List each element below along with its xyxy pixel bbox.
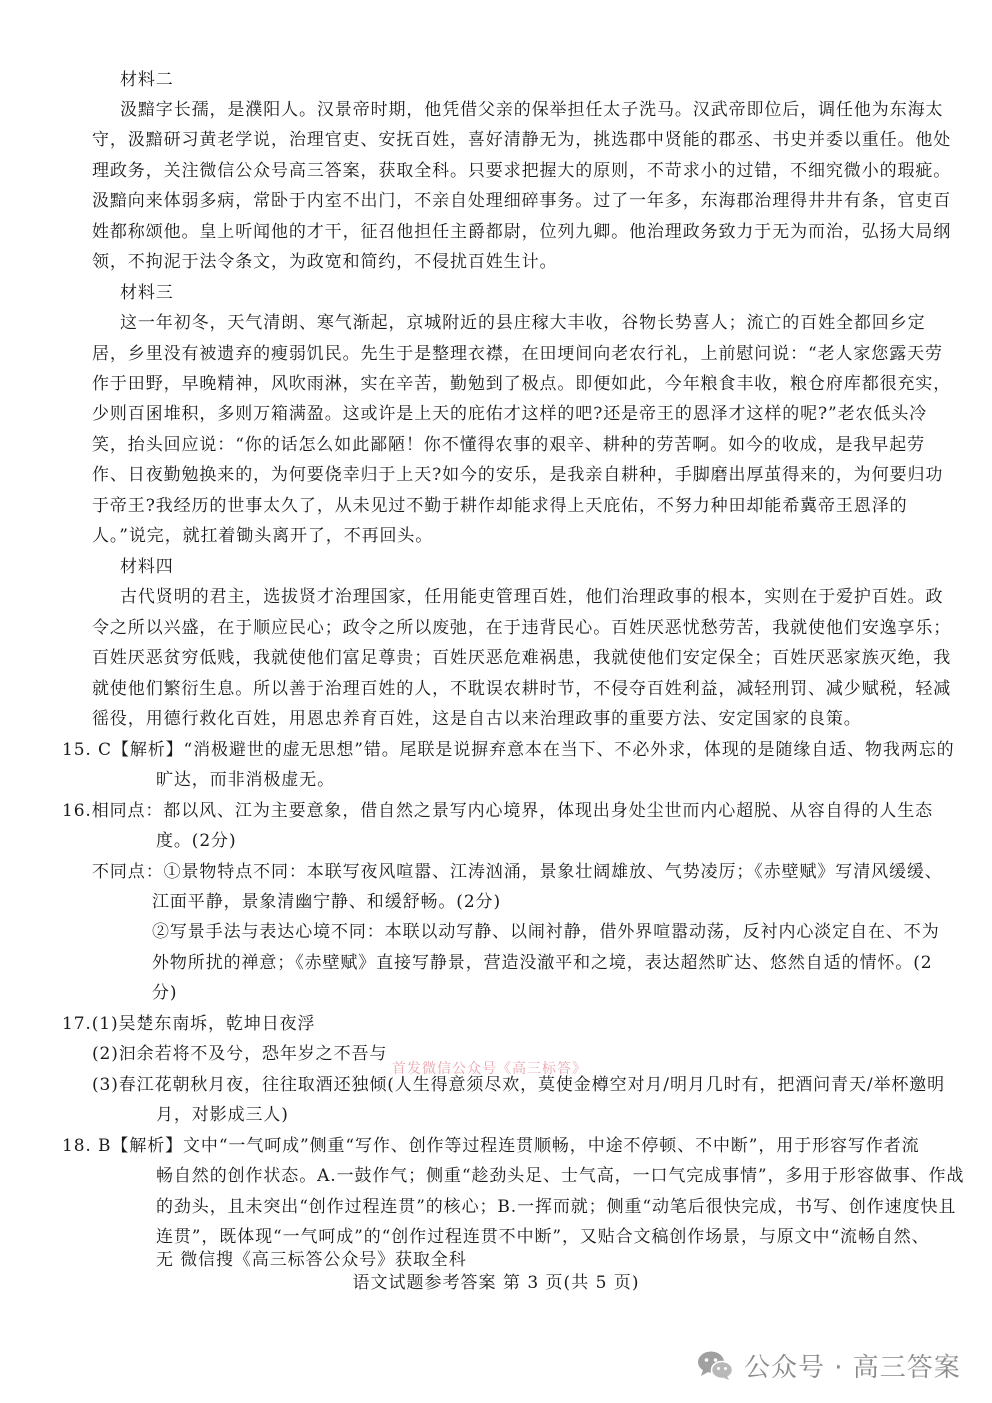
material2-line: 守，汲黯研习黄老学说，治理官吏、安抚百姓，喜好清静无为，挑选郡中贤能的郡丞、书史并委以重任。他处 xyxy=(92,130,952,150)
wechat-icon xyxy=(696,1349,734,1381)
material4-line: 令之所以兴盛，在于顺应民心；政令之所以废弛，在于违背民心。百姓厌恶忧愁劳苦，我就使他们安逸享乐； xyxy=(92,618,952,638)
material3-line: 笑，抬头回应说：“你的话怎么如此鄙陋！你不懂得农事的艰辛、耕种的劳苦啊。如今的收成，是我早起劳 xyxy=(92,435,925,455)
material4-line: 古代贤明的君主，选拔贤才治理国家，任用能吏管理百姓，他们治理政事的根本，实则在于爱护百姓。政 xyxy=(120,587,944,607)
material3-heading: 材料三 xyxy=(120,283,174,303)
material2-line: 姓都称颂他。皇上听闻他的才干，征召他担任主爵都尉，位列九卿。他治理政务致力于无为而治，弘扬大局纲 xyxy=(92,222,952,242)
material4-line: 百姓厌恶贫穷低贱，我就使他们富足尊贵；百姓厌恶危难祸患，我就使他们安定保全；百姓厌恶家族灭绝，我 xyxy=(92,648,952,668)
material4-line: 徭役，用德行救化百姓，用恩忠养育百姓，这是自古以来治理政事的重要方法、安定国家的良策。 xyxy=(92,709,862,729)
material3-line: 少则百囷堆积，多则万箱满盈。这或许是上天的庇佑才这样的吧?还是帝王的恩泽才这样的呢?”老农低头冷 xyxy=(92,404,928,424)
q17-answer-1: 17.(1)吴楚东南坼，乾坤日夜浮 xyxy=(62,1014,316,1034)
material2-line: 理政务，关注微信公众号高三答案，获取全科。只要求把握大的原则，不苛求小的过错，不细究微小的瑕疵。 xyxy=(92,161,952,181)
watermark-text: 首发微信公众号《高三标答》 xyxy=(392,1061,587,1077)
q16-diff2: ②写景手法与表达心境不同：本联以动写静、以闹衬静，借外界喧嚣动荡，反衬内心淡定自在、不为 xyxy=(152,922,940,942)
material4-heading: 材料四 xyxy=(120,557,174,577)
material3-line: 于帝王?我经历的世事太久了，从未见过不勤于耕作却能求得上天庇佑，不努力种田却能希冀帝王恩泽的 xyxy=(92,496,908,516)
q16-diff1: 不同点：①景物特点不同：本联写夜风喧嚣、江涛汹涌，景象壮阔雄放、气势凌厉；《赤壁赋》写清风缓缓、 xyxy=(92,862,943,882)
q17-answer-3: (3)春江花朝秋月夜，往往取酒还独倾(人生得意须尽欢，莫使金樽空对月/明月几时有，把酒问青天/举杯邀明 xyxy=(92,1075,946,1095)
q17-answer-2: (2)汩余若将不及兮，恐年岁之不吾与 xyxy=(92,1044,388,1064)
q16-same: 16.相同点：都以风、江为主要意象，借自然之景写内心境界，体现出身处尘世而内心超脱、从容自得的人生态 xyxy=(62,801,934,821)
material2-line: 汲黯向来体弱多病，常卧于内室不出门，不亲自处理细碎事务。过了一年多，东海郡治理得井井有条，官吏百 xyxy=(92,191,952,211)
page-footer: 语文试题参考答案 第 3 页(共 5 页) xyxy=(352,1273,640,1293)
material2-line: 汲黯字长孺，是濮阳人。汉景帝时期，他凭借父亲的保举担任太子洗马。汉武帝即位后，调任他为东海太 xyxy=(120,100,944,120)
q18-answer: 18. B【解析】文中“一气呵成”侧重“写作、创作等过程连贯顺畅，中途不停顿、不中断”，用于形容写作者流 xyxy=(62,1136,920,1156)
wechat-account-label: 公众号 · 高三答案 xyxy=(744,1352,961,1383)
material3-line: 居，乡里没有被遗弃的瘦弱饥民。先生于是整理衣襟，在田埂间向老农行礼，上前慰问说：“老人家您露天劳 xyxy=(92,344,943,364)
material2-heading: 材料二 xyxy=(120,70,174,90)
material3-line: 作、日夜勤勉换来的，为何要侥幸归于上天?如今的安乐，是我亲自耕种，手脚磨出厚茧得来的，为何要归功 xyxy=(92,465,944,485)
material3-line: 作于田野，早晚精神，风吹雨淋，实在辛苦，勤勉到了极点。即便如此，今年粮食丰收，粮仓府库都很充实， xyxy=(92,374,952,394)
q15-answer: 15. C【解析】“消极避世的虚无思想”错。尾联是说摒弃意本在当下、不必外求，体现的是随缘自适、物我两忘的 xyxy=(62,740,955,760)
q15-answer-cont: 旷达，而非消极虚无。 xyxy=(156,770,335,790)
q18-answer-cont: 连贯”，既体现“一气呵成”的“创作过程连贯不中断”，又贴合文稿创作场景，与原文中“流畅自然、 xyxy=(156,1227,930,1247)
q16-diff2-cont: 外物所扰的禅意；《赤壁赋》直接写静景，营造没澈平和之境，表达超然旷达、悠然自适的情怀。(2 xyxy=(152,953,933,973)
q16-diff2-cont: 分) xyxy=(152,983,178,1003)
q17-answer-3-cont: 月，对影成三人) xyxy=(156,1105,289,1125)
material3-line: 人。”说完，就扛着锄头离开了，不再回头。 xyxy=(92,526,434,546)
q18-answer-cont: 无 微信搜《高三标答公众号》获取全科 xyxy=(156,1250,467,1270)
q18-answer-cont: 畅自然的创作状态。A.一鼓作气；侧重“趁劲头足、士气高，一口气完成事情”，多用于形容做事、作战 xyxy=(156,1166,965,1186)
wechat-account-badge xyxy=(696,1345,961,1385)
material2-line: 领，不拘泥于法令条文，为政宽和简约，不侵扰百姓生计。 xyxy=(92,252,558,272)
q16-diff1-cont: 江面平静，景象清幽宁静、和缓舒畅。(2分) xyxy=(152,892,501,912)
q16-same-cont: 度。(2分) xyxy=(156,831,237,851)
q18-answer-cont: 的劲头，且未突出“创作过程连贯”的核心；B.一挥而就；侧重“动笔后很快完成，书写、创作速度快且 xyxy=(156,1197,957,1217)
material3-line: 这一年初冬，天气清朗、寒气渐起，京城附近的县庄稼大丰收，谷物长势喜人；流亡的百姓全都回乡定 xyxy=(120,313,926,333)
material4-line: 就使他们繁衍生息。所以善于治理百姓的人，不耽误农耕时节，不侵夺百姓利益，减轻刑罚、减少赋税，轻减 xyxy=(92,679,952,699)
